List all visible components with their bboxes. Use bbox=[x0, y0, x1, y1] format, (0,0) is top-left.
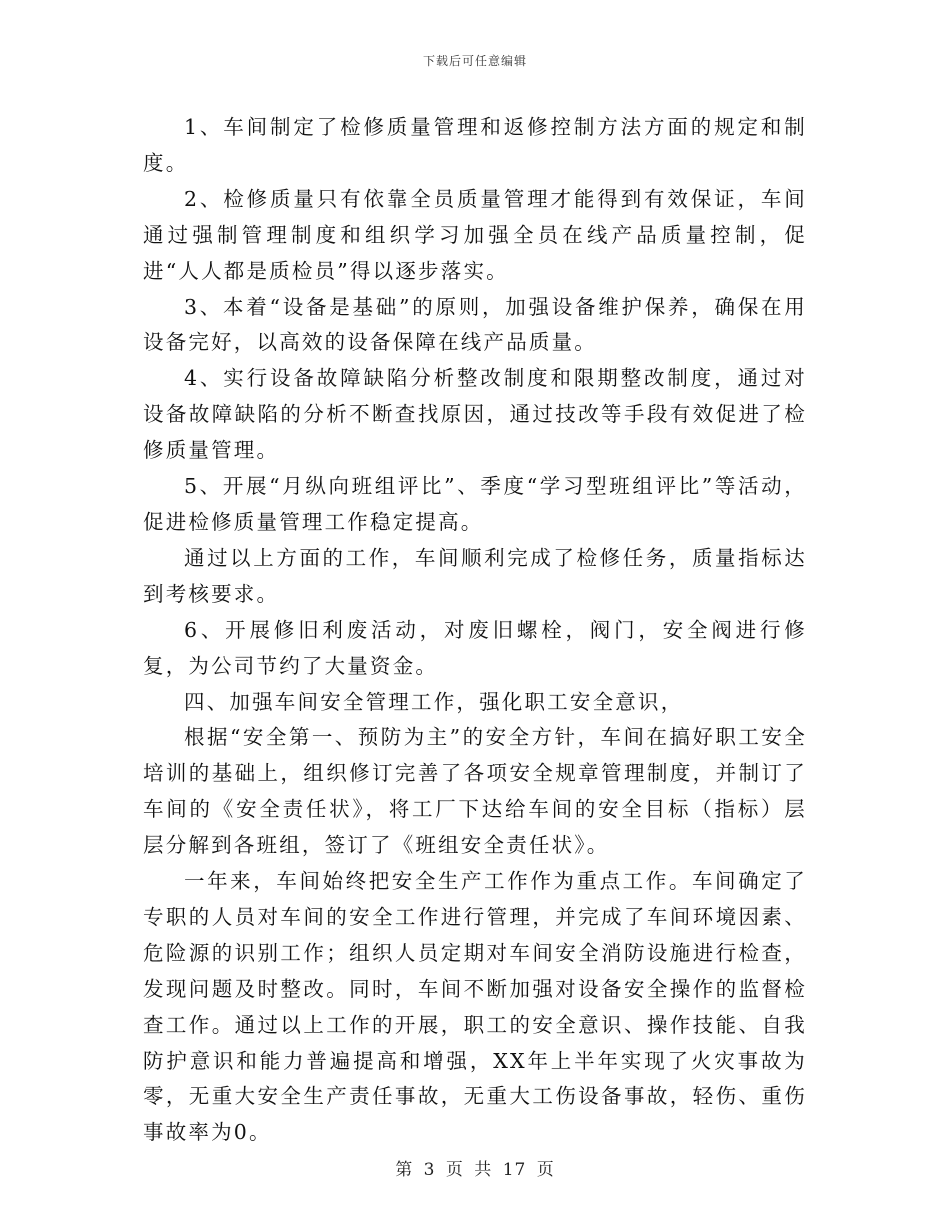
paragraph-item-1: 1、车间制定了检修质量管理和返修控制方法方面的规定和制度。 bbox=[143, 115, 807, 175]
paragraph-item-2: 2、检修质量只有依靠全员质量管理才能得到有效保证，车间通过强制管理制度和组织学习加强全员在线产品质量控制，促进“人人都是质检员”得以逐步落实。 bbox=[143, 186, 807, 283]
section-heading: 四、加强车间安全管理工作，强化职工安全意识， bbox=[184, 689, 684, 714]
paragraph-item-4: 4、实行设备故障缺陷分析整改制度和限期整改制度，通过对设备故障缺陷的分析不断查找原因，通过技改等手段有效促进了检修质量管理。 bbox=[143, 366, 807, 463]
paragraph-item-6: 6、开展修旧利废活动，对废旧螺栓，阀门，安全阀进行修复，为公司节约了大量资金。 bbox=[143, 617, 807, 678]
paragraph-item-3: 3、本着“设备是基础”的原则，加强设备维护保养，确保在用设备完好，以高效的设备保障在线产品质量。 bbox=[143, 294, 807, 355]
paragraph-safety-policy: 根据“安全第一、预防为主”的安全方针，车间在搞好职工安全培训的基础上，组织修订完善了各项安全规章管理制度，并制订了车间的《安全责任状》，将工厂下达给车间的安全目标（指标）层层分解到各班组，签订了《班组安全责任状》。 bbox=[143, 725, 807, 858]
paragraph-item-5: 5、开展“月纵向班组评比”、季度“学习型班组评比”等活动，促进检修质量管理工作稳定提高。 bbox=[143, 474, 807, 534]
document-body bbox=[143, 110, 807, 1151]
page-header: 下载后可任意编辑 bbox=[422, 54, 527, 68]
paragraph-summary: 通过以上方面的工作，车间顺利完成了检修任务，质量指标达到考核要求。 bbox=[143, 545, 807, 606]
paragraph-safety-results: 一年来，车间始终把安全生产工作作为重点工作。车间确定了专职的人员对车间的安全工作进行管理，并完成了车间环境因素、危险源的识别工作；组织人员定期对车间安全消防设施进行检查，发现问题及时整改。同时，车间不断加强对设备安全操作的监督检查工作。通过以上工作的开展，职工的安全意识、操作技能、自我防护意识和能力普遍提高和增强，XX年上半年实现了火灾事故为零，无重大安全生产责任事故，无重大工伤设备事故，轻伤、重伤事故率为0。 bbox=[143, 869, 807, 1145]
page-number-footer: 第 3 页 共 17 页 bbox=[395, 1160, 555, 1180]
